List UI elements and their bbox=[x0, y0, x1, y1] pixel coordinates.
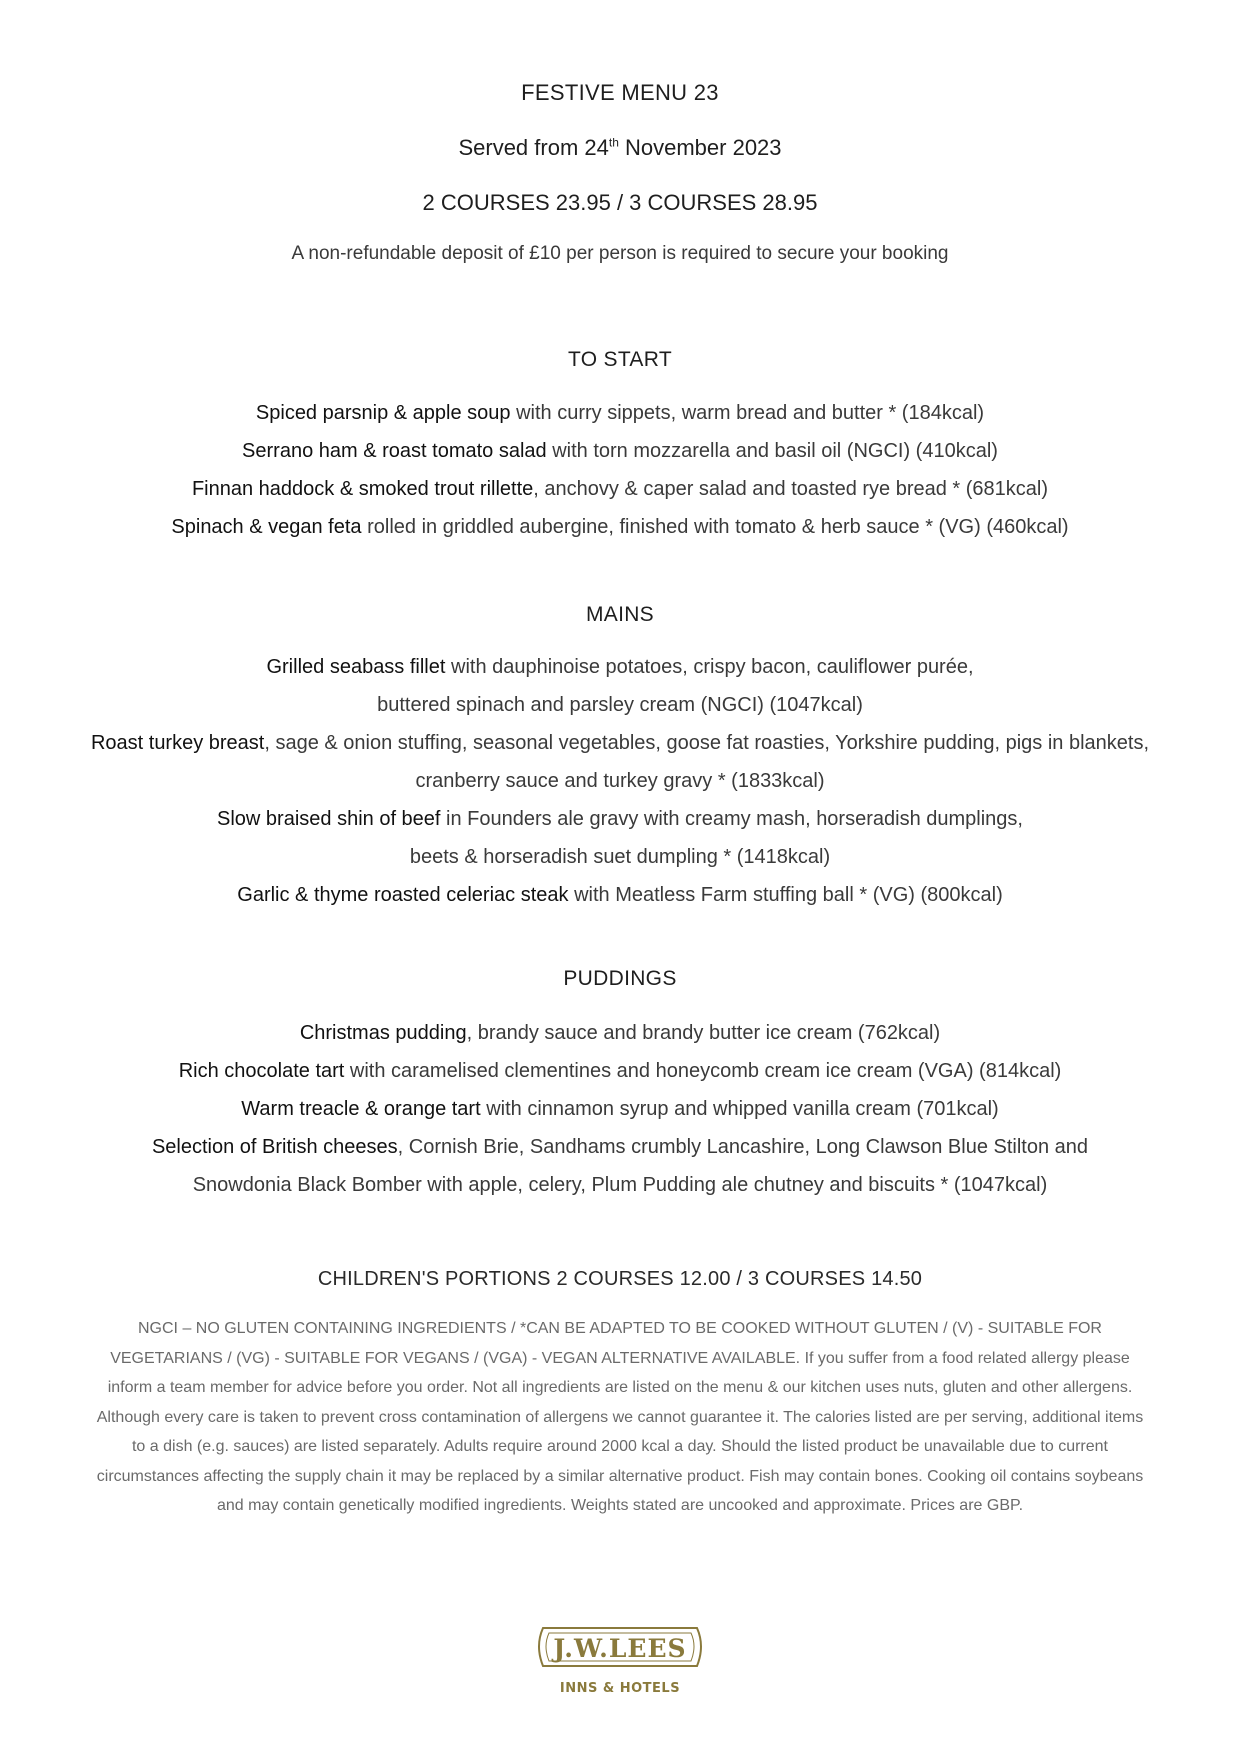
served-date-suffix: November 2023 bbox=[618, 135, 782, 160]
logo-emblem bbox=[525, 1620, 715, 1710]
mains-list bbox=[40, 648, 1200, 914]
menu-item-continued: beets & horseradish suet dumpling * (1418kcal) bbox=[409, 846, 831, 868]
menu-item bbox=[40, 508, 1200, 546]
menu-item bbox=[40, 470, 1200, 508]
disclaimer-line: and may contain genetically modified ingredients. Weights stated are uncooked and approximate. Prices are GBP. bbox=[216, 1497, 1024, 1514]
childrens-portions: CHILDREN'S PORTIONS 2 COURSES 12.00 / 3 COURSES 14.50 bbox=[317, 1268, 923, 1290]
disclaimer-line: VEGETARIANS / (VG) - SUITABLE FOR VEGANS / (VGA) - VEGAN ALTERNATIVE AVAILABLE. If you suffer from a food related allergy please bbox=[110, 1349, 1130, 1367]
dish-name: Selection of British cheeses bbox=[151, 1136, 398, 1158]
disclaimer-line: inform a team member for advice before you order. Not all ingredients are listed on the menu & our kitchen uses nuts, gluten and other allergens. bbox=[107, 1379, 1133, 1396]
dish-description: in Founders ale gravy with creamy mash, horseradish dumplings, bbox=[440, 808, 1023, 830]
section-heading-starters: TO START bbox=[568, 348, 672, 371]
menu-item bbox=[40, 648, 1200, 686]
dish-description: , sage & onion stuffing, seasonal vegetables, goose fat roasties, Yorkshire pudding, pigs in blankets, bbox=[264, 732, 1150, 754]
dish-name: Garlic & thyme roasted celeriac steak bbox=[237, 884, 569, 906]
menu-item bbox=[40, 876, 1200, 914]
menu-item bbox=[40, 1128, 1200, 1166]
served-date-prefix: Served from 24 bbox=[458, 135, 609, 160]
menu-item-continued: buttered spinach and parsley cream (NGCI) (1047kcal) bbox=[377, 694, 863, 716]
puddings-list bbox=[40, 1014, 1200, 1204]
jw-lees-logo bbox=[525, 1620, 715, 1710]
dish-description: , Cornish Brie, Sandhams crumbly Lancashire, Long Clawson Blue Stilton and bbox=[397, 1136, 1089, 1158]
dish-name: Christmas pudding bbox=[299, 1022, 467, 1044]
menu-item-continued: cranberry sauce and turkey gravy * (1833kcal) bbox=[415, 770, 825, 792]
dish-description: with cinnamon syrup and whipped vanilla cream (701kcal) bbox=[480, 1098, 999, 1120]
served-date-ordinal: th bbox=[608, 135, 619, 150]
logo-wordmark: J.W.LEES bbox=[553, 1634, 687, 1663]
dish-name: Slow braised shin of beef bbox=[217, 808, 441, 830]
dish-description: rolled in griddled aubergine, finished with tomato & herb sauce * (VG) (460kcal) bbox=[361, 516, 1069, 538]
served-date bbox=[40, 135, 1200, 161]
dish-name: Grilled seabass fillet bbox=[266, 656, 446, 678]
menu-item bbox=[40, 394, 1200, 432]
disclaimer-line: Although every care is taken to prevent cross contamination of allergens we cannot guarantee it. The calories listed are per serving, additional items bbox=[96, 1408, 1144, 1426]
menu-item bbox=[40, 1052, 1200, 1090]
dish-name: Roast turkey breast bbox=[90, 732, 265, 754]
menu-item bbox=[40, 800, 1200, 838]
section-heading-mains: MAINS bbox=[585, 603, 654, 626]
dish-description: with Meatless Farm stuffing ball * (VG) (800kcal) bbox=[568, 884, 1003, 906]
dish-name: Spiced parsnip & apple soup bbox=[255, 402, 511, 424]
menu-item bbox=[40, 1014, 1200, 1052]
menu-item-continued: Snowdonia Black Bomber with apple, celery, Plum Pudding ale chutney and biscuits * (1047kcal) bbox=[192, 1174, 1048, 1196]
dish-name: Spinach & vegan feta bbox=[171, 516, 362, 538]
allergen-disclaimer bbox=[40, 1314, 1200, 1521]
starters-list bbox=[40, 394, 1200, 546]
deposit-note: A non-refundable deposit of £10 per person is required to secure your booking bbox=[291, 243, 949, 264]
section-heading-puddings: PUDDINGS bbox=[563, 967, 677, 990]
dish-description: with caramelised clementines and honeycomb cream ice cream (VGA) (814kcal) bbox=[344, 1060, 1062, 1082]
menu-item bbox=[40, 724, 1200, 762]
dish-name: Warm treacle & orange tart bbox=[241, 1098, 481, 1120]
dish-description: with torn mozzarella and basil oil (NGCI) (410kcal) bbox=[546, 440, 998, 462]
dish-description: with curry sippets, warm bread and butter * (184kcal) bbox=[510, 402, 985, 424]
menu-item bbox=[40, 432, 1200, 470]
dish-description: with dauphinoise potatoes, crispy bacon, cauliflower purée, bbox=[445, 656, 974, 678]
dish-name: Serrano ham & roast tomato salad bbox=[242, 440, 547, 462]
logo-tagline: INNS & HOTELS bbox=[559, 1681, 681, 1696]
dish-description: , anchovy & caper salad and toasted rye bread * (681kcal) bbox=[533, 478, 1049, 500]
dish-name: Rich chocolate tart bbox=[178, 1060, 345, 1082]
dish-description: , brandy sauce and brandy butter ice cream (762kcal) bbox=[466, 1022, 941, 1044]
disclaimer-line: circumstances affecting the supply chain it may be replaced by a similar alternative product. Fish may contain bones. Cooking oil contains soybeans bbox=[96, 1467, 1144, 1485]
menu-title: FESTIVE MENU 23 bbox=[521, 80, 719, 105]
disclaimer-line: to a dish (e.g. sauces) are listed separately. Adults require around 2000 kcal a day. Should the listed product be unavailable due to current bbox=[131, 1438, 1108, 1455]
disclaimer-line: NGCI – NO GLUTEN CONTAINING INGREDIENTS / *CAN BE ADAPTED TO BE COOKED WITHOUT GLUTEN / (V) - SUITABLE FOR bbox=[138, 1320, 1102, 1337]
menu-item bbox=[40, 1090, 1200, 1128]
course-prices: 2 COURSES 23.95 / 3 COURSES 28.95 bbox=[422, 190, 818, 215]
dish-name: Finnan haddock & smoked trout rillette bbox=[191, 478, 534, 500]
